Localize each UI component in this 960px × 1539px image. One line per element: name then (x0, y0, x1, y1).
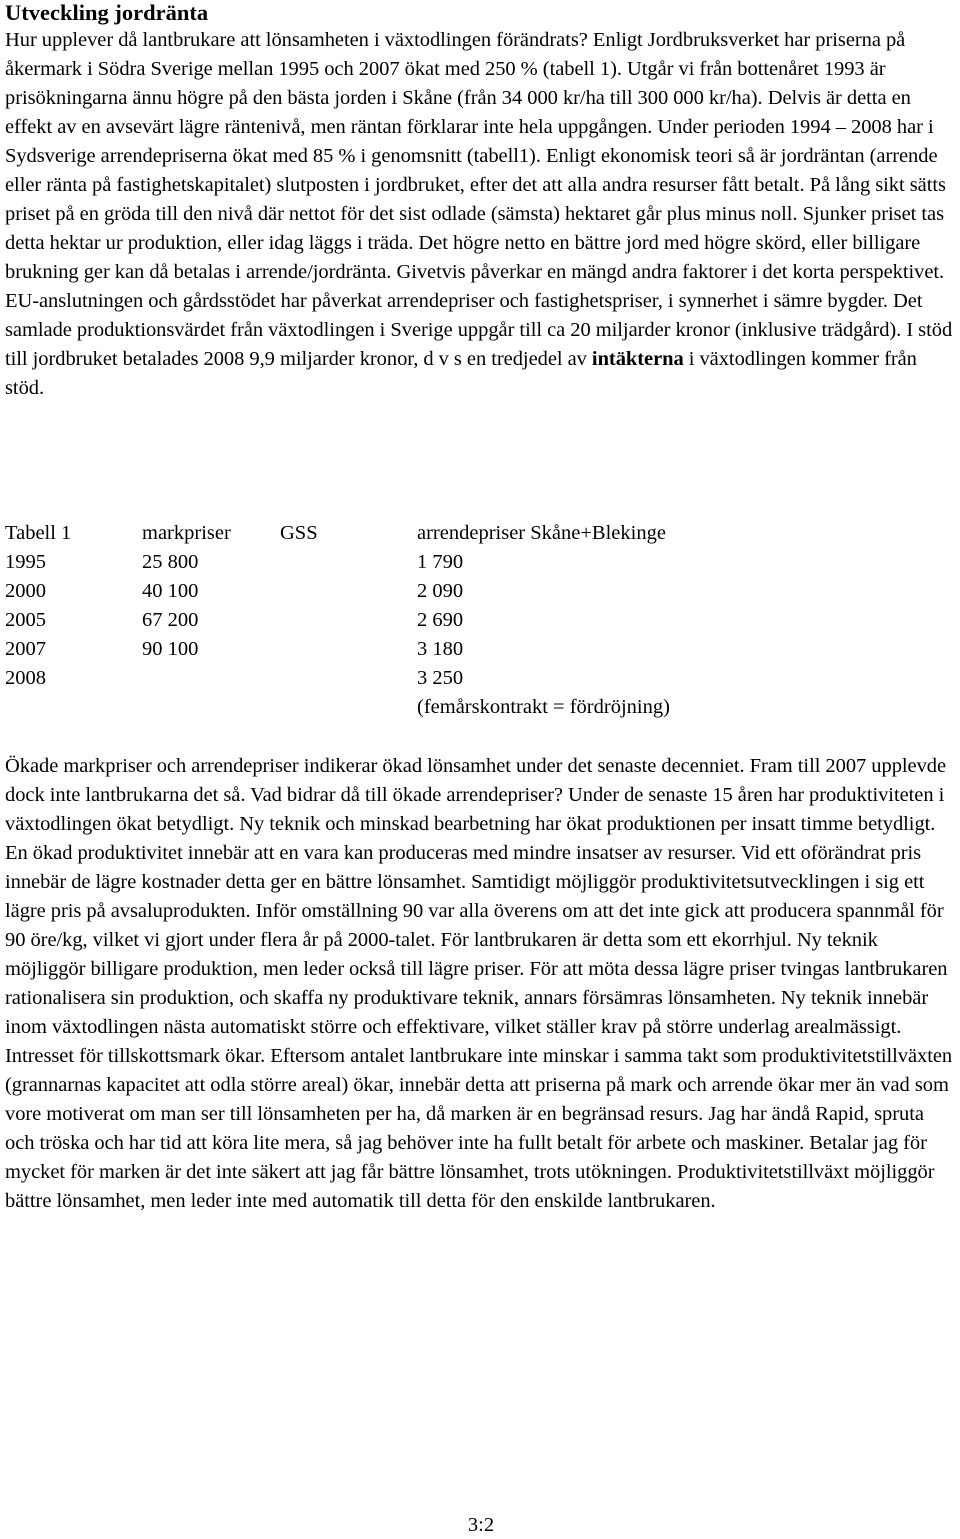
paragraph-intro-text: Hur upplever då lantbrukare att lönsamheten i växtodlingen förändrats? Enligt Jordbruksverket har priserna på åkermark i Södra Sverige mellan 1995 och 2007 ökat med 250 % (tabell 1). Utgår vi från bottenåret 1993 är prisökningarna ännu högre på den bästa jorden i Skåne (från 34 000 kr/ha till 300 000 kr/ha). Delvis är detta en effekt av en avsevärt lägre räntenivå, men räntan förklarar inte hela uppgången. Under perioden 1994 – 2008 har i Sydsverige arrendepriserna ökat med 85 % i genomsnitt (tabell1). Enligt ekonomisk teori så är jordräntan (arrende eller ränta på fastighetskapitalet) slutposten i jordbruket, efter det att alla andra resurser fått betalt. På lång sikt sätts priset på en gröda till den nivå där nettot för det sist odlade (sämsta) hektaret går plus minus noll. Sjunker priset tas detta hektar ur produktion, eller idag läggs i träda. Det högre netto en bättre jord med högre skörd, eller billigare brukning ger kan då betalas i arrende/jordränta. Givetvis påverkar en mängd andra faktorer i det korta perspektivet. EU-anslutningen och gårdsstödet har påverkat arrendepriser och fastighetspriser, i synnerhet i sämre bygder. Det samlade produktionsvärdet från växtodlingen i Sverige uppgår till ca 20 miljarder kronor (inklusive trädgård). I stöd till jordbruket betalades 2008 9,9 miljarder kronor, d v s en tredjedel av (5, 29, 953, 370)
table-cell-arrendepris: 3 250 (417, 667, 464, 689)
table-cell-markpris: 25 800 (142, 551, 199, 573)
table-header-cell: Tabell 1 (5, 522, 72, 544)
section-heading: Utveckling jordränta (5, 0, 209, 25)
table-header-cell: markpriser (142, 522, 231, 544)
paragraph-intro-tail: i växtodlingen kommer från stöd. (5, 348, 917, 399)
table-cell-year: 2007 (5, 638, 46, 660)
document-page (5, 0, 957, 1536)
table-row (5, 664, 957, 693)
table-row (5, 635, 957, 664)
table-row (5, 577, 957, 606)
table-header-row (5, 519, 957, 548)
table-cell-markpris: 67 200 (142, 609, 199, 631)
table-cell-arrendepris: 2 690 (417, 609, 464, 631)
page-number: 3:2 (467, 1514, 495, 1536)
paragraph-intro (5, 26, 957, 403)
table-note: (femårskontrakt = fördröjning) (417, 696, 670, 718)
table-cell-year: 1995 (5, 551, 46, 573)
table-cell-year: 2005 (5, 609, 46, 631)
table-cell-markpris: 90 100 (142, 638, 199, 660)
price-table (5, 519, 957, 722)
table-note-row (5, 693, 957, 722)
table-cell-markpris: 40 100 (142, 580, 199, 602)
table-header-cell: GSS (280, 522, 318, 544)
table-row (5, 606, 957, 635)
table-cell-year: 2008 (5, 667, 46, 689)
paragraph-productivity: Ökade markpriser och arrendepriser indikerar ökad lönsamhet under det senaste decenniet. Fram till 2007 upplevde dock inte lantbrukarna det så. Vad bidrar då till ökade arrendepriser? Under de senaste 15 åren har produktiviteten i växtodlingen ökat betydligt. Ny teknik och minskad bearbetning har ökat produktionen per insatt timme betydligt. En ökad produktivitet innebär att en vara kan produceras med mindre insatser av resurser. Vid ett oförändrat pris innebär de lägre kostnader detta ger en bättre lönsamhet. Samtidigt möjliggör produktivitetsutvecklingen i sig ett lägre pris på avsaluprodukten. Inför omställning 90 var alla överens om att det inte gick att producera spannmål för 90 öre/kg, vilket vi gjort under flera år på 2000-talet. För lantbrukaren är detta som ett ekorrhjul. Ny teknik möjliggör billigare produktion, men leder också till lägre priser. För att möta dessa lägre priser tvingas lantbrukaren rationalisera sin produktion, och skaffa ny produktivare teknik, annars försämras lönsamheten. Ny teknik innebär inom växtodlingen nästa automatiskt större och effektivare, vilket ställer krav på större underlag arealmässigt. Intresset för tillskottsmark ökar. Eftersom antalet lantbrukare inte minskar i samma takt som produktivitetstillväxten (grannarnas kapacitet att odla större areal) ökar, innebär detta att priserna på mark och arrende ökar mer än vad som vore motiverat om man ser till lönsamheten per ha, då marken är en begränsad resurs. Jag har ändå Rapid, spruta och tröska och har tid att köra lite mera, så jag behöver inte ha fullt betalt för arbete och maskiner. Betalar jag för mycket för marken är det inte säkert att jag får bättre lönsamhet, trots utökningen. Produktivitetstillväxt möjliggör bättre lönsamhet, men leder inte med automatik till detta för den enskilde lantbrukaren. (5, 755, 953, 1212)
table-cell-year: 2000 (5, 580, 46, 602)
table-header-cell: arrendepriser Skåne+Blekinge (417, 522, 666, 544)
table-cell-arrendepris: 3 180 (417, 638, 464, 660)
table-cell-arrendepris: 2 090 (417, 580, 464, 602)
table-cell-arrendepris: 1 790 (417, 551, 464, 573)
paragraph-intro-bold: intäkterna (591, 348, 684, 370)
table-row (5, 548, 957, 577)
